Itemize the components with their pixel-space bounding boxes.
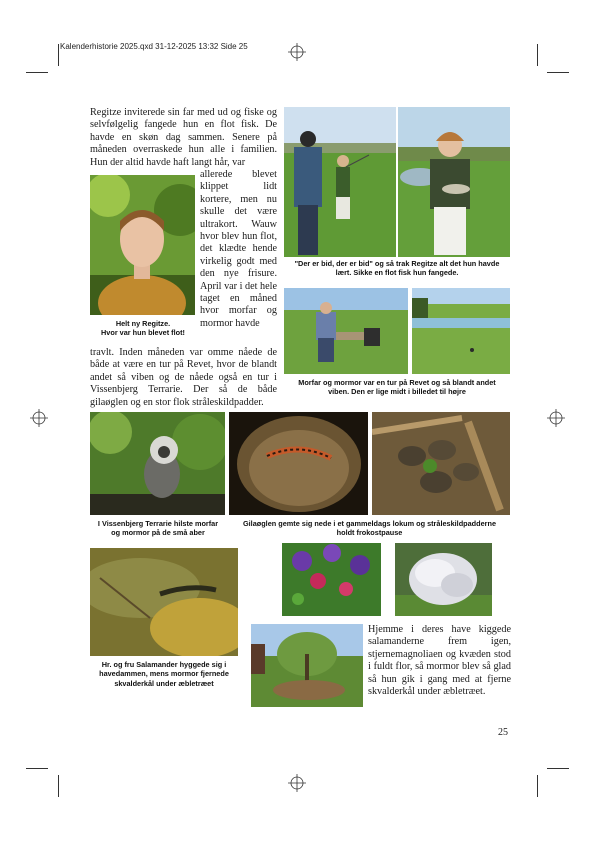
- registration-mark-bottom: [288, 774, 306, 792]
- body-text-beside-portrait: allerede blevet klippet lidt kortere, men nu skulle det være ultrakort. Wauw hvor blev hun flot, det klædte hende virkelig godt med den nye frisure. April var i det hele taget en måned hvor morfar og mormor havde: [200, 169, 277, 329]
- fishing-photo-left: [284, 107, 396, 257]
- fishing-photo-right: [398, 107, 510, 257]
- monkey-photo: [90, 412, 225, 515]
- caption-portrait: Helt ny Regitze. Hvor var hun blevet flot!: [101, 319, 185, 338]
- portrait-photo: [90, 175, 195, 315]
- revet-photo-left: [284, 288, 408, 374]
- registration-mark-top: [288, 43, 306, 61]
- salamander-photo: [90, 548, 238, 656]
- body-text-april: travlt. Inden måneden var omme nåede de både at være en tur på Revet, hvor de blandt andet så viben og de nåede også en tur i Vissenbjerg Terrarie. Der så de både gilaøglen og en stor flok stråleskildpadder.: [90, 347, 277, 408]
- registration-mark-left: [30, 409, 48, 427]
- revet-photo-right: [412, 288, 510, 374]
- caption-gila: Gilaøglen gemte sig nede i et gammeldags lokum og stråleskildpadderne holdt frokostpause: [242, 519, 497, 538]
- caption-terrarie: I Vissenbjerg Terrarie hilste morfar og mormor på de små aber: [97, 519, 219, 538]
- caption-fishing: "Der er bid, der er bid" og så trak Regitze alt det hun havde lært. Sikke en flot fisk hun fangede.: [294, 259, 500, 278]
- body-text-intro: Regitze inviterede sin far med ud og fiske og selvfølgelig fangede hun en flot fisk. De havde en skøn dag sammen. Senere på måneden overraskede hun alle i familien. Hun der altid havde haft langt hår, var: [90, 107, 277, 168]
- magnolia-photo: [395, 543, 492, 616]
- page-number: 25: [498, 727, 508, 738]
- garden-photo: [251, 624, 363, 707]
- gila-photo: [229, 412, 368, 515]
- slug-line: Kalenderhistorie 2025.qxd 31-12-2025 13:32 Side 25: [60, 42, 248, 51]
- body-text-garden: Hjemme i deres have kiggede salamanderne frem igen, stjernemagnoliaen og kvæden stod i fuldt flor, så mormor blev så glad så hun gik i gang med at fjerne skvalderkål under æbletræet.: [368, 624, 511, 698]
- registration-mark-right: [547, 409, 565, 427]
- caption-salamander: Hr. og fru Salamander hyggede sig i havedammen, mens mormor fjernede skvalderkål under æbletræet: [99, 660, 229, 688]
- caption-revet: Morfar og mormor var en tur på Revet og så blandt andet viben. Den er lige midt i billedet til højre: [298, 378, 496, 397]
- flower-photo: [282, 543, 381, 616]
- tortoise-photo: [372, 412, 510, 515]
